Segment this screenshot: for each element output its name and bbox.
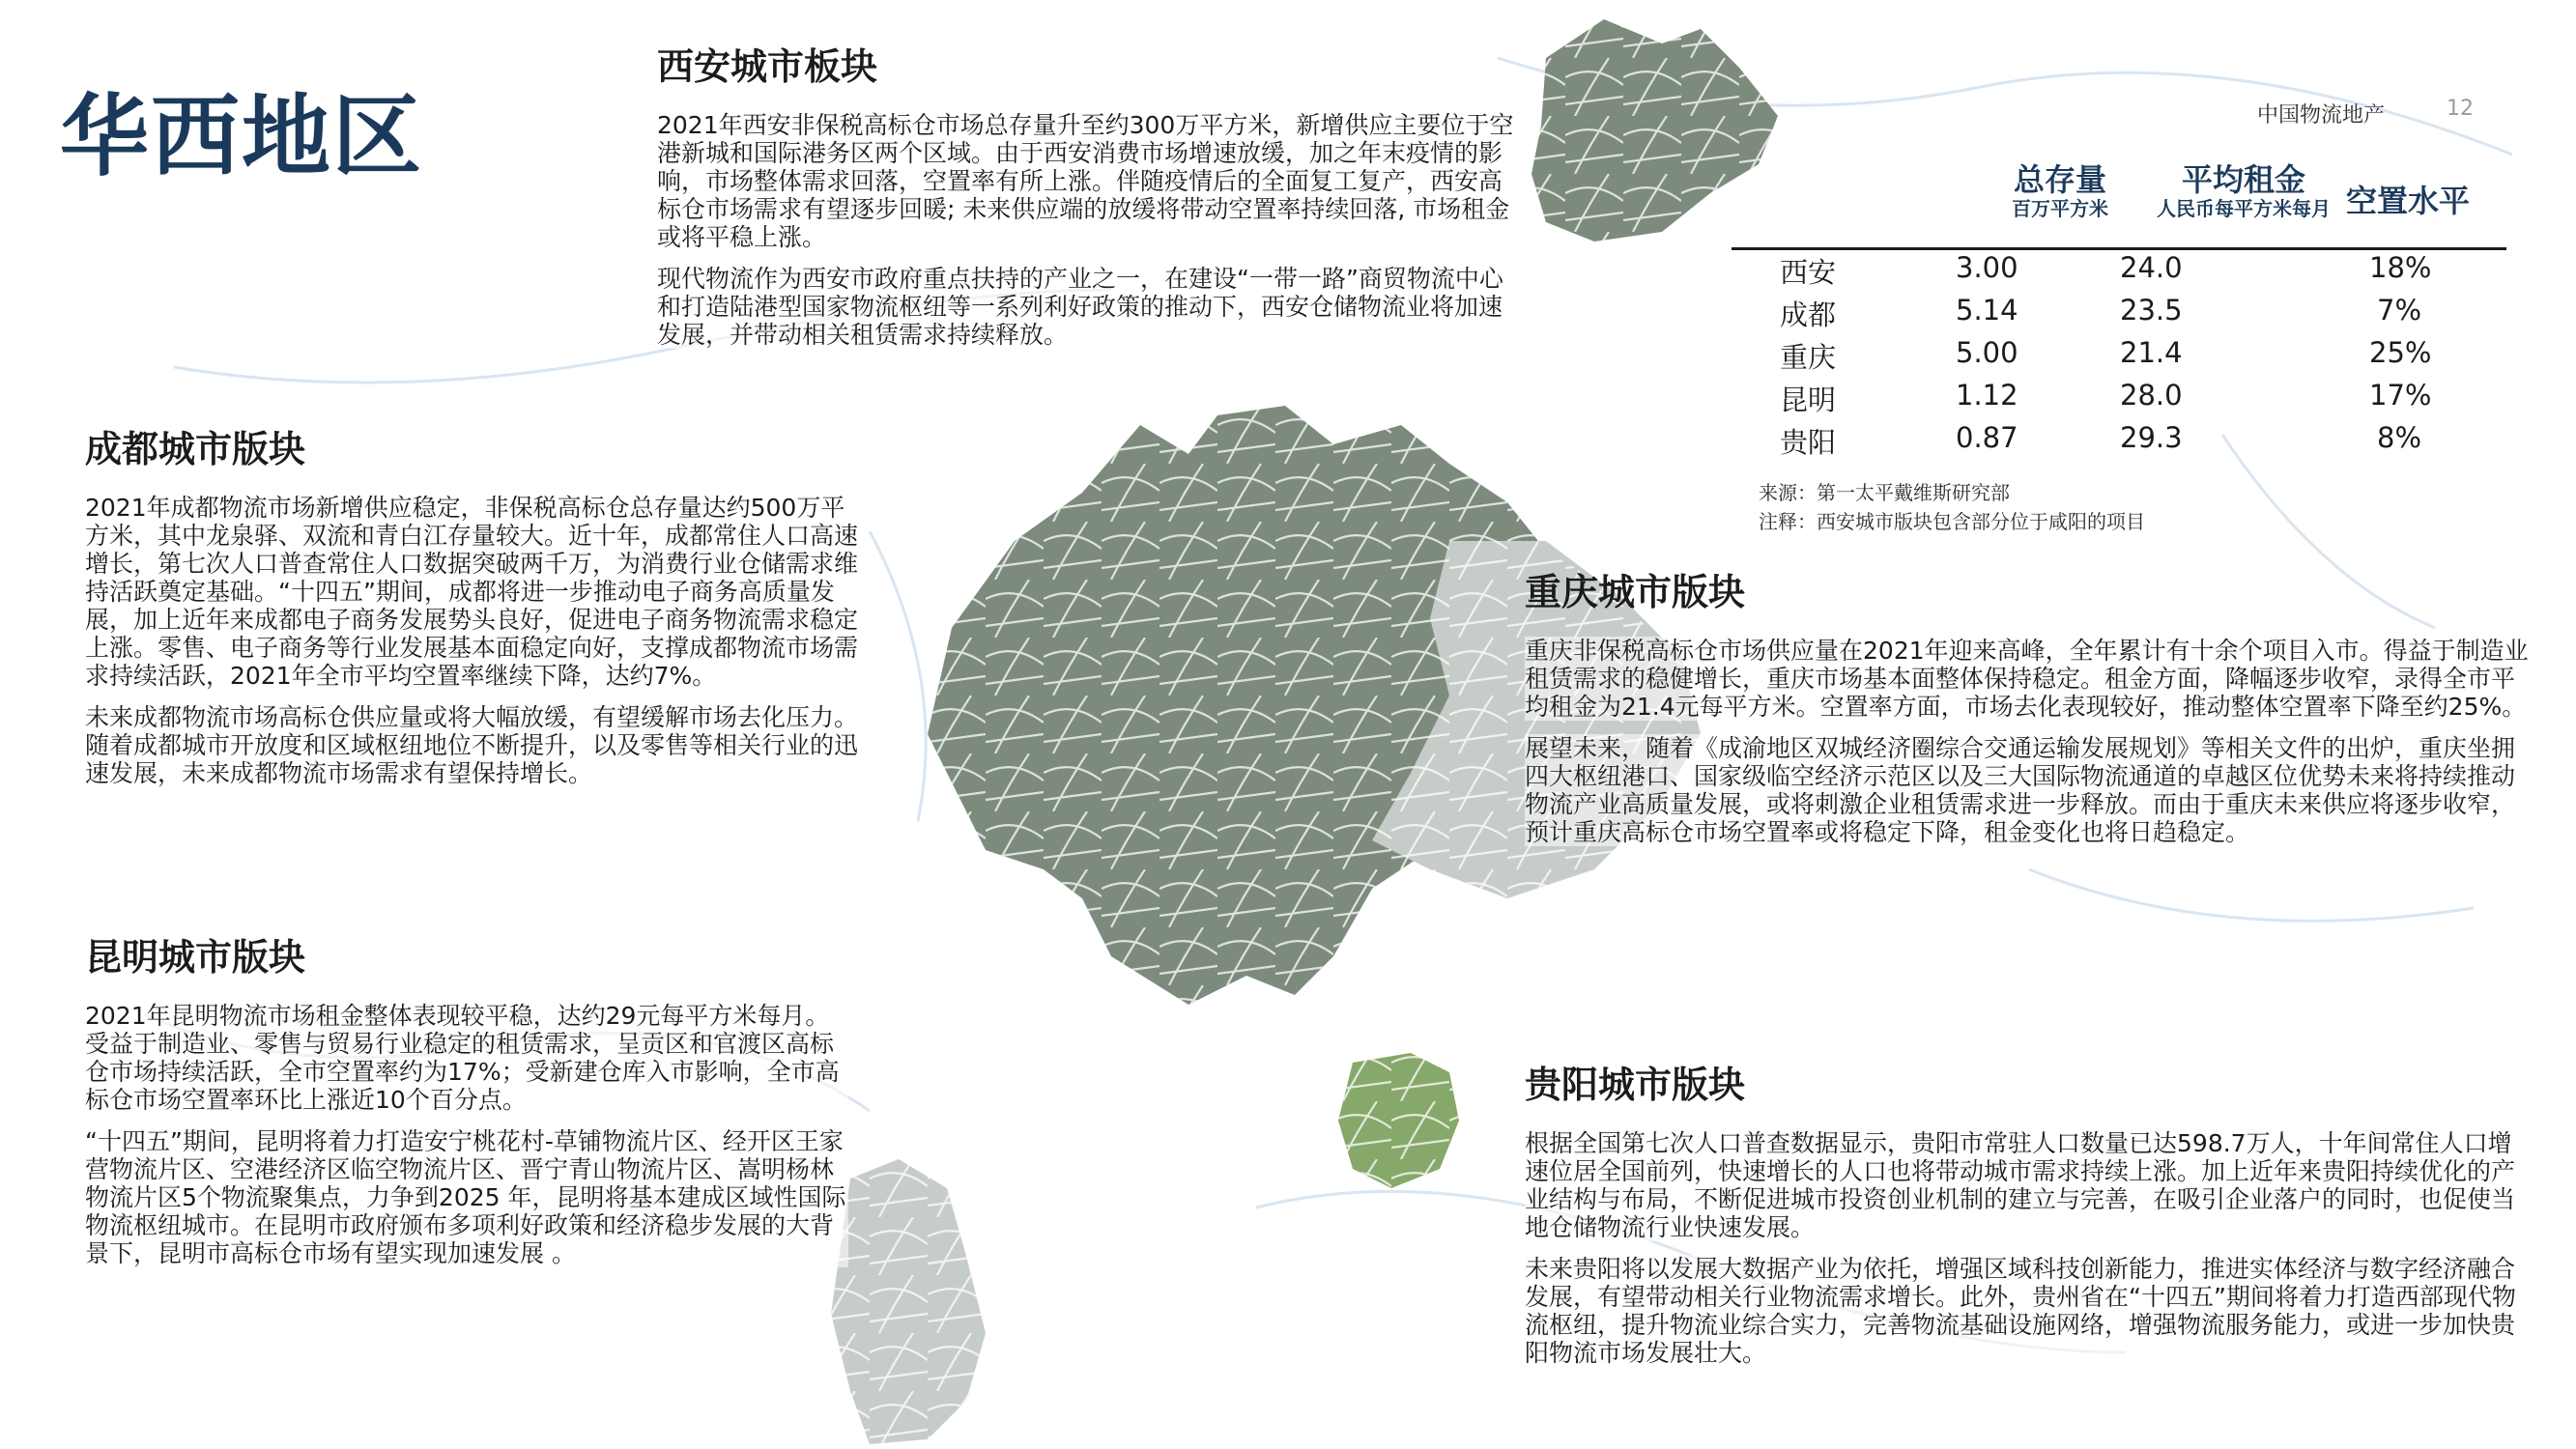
table-note: 注释：西安城市版块包含部分位于咸阳的项目 bbox=[1759, 510, 2145, 533]
chongqing-paragraph-2: 展望未来，随着《成渝地区双城经济圈综合交通运输发展规划》等相关文件的出炉，重庆坐拥四大枢纽港口、国家级临空经济示范区以及三大国际物流通道的卓越区位优势未来将持续推动物流产业高质量发展，或将刺激企业租赁需求进一步释放。而由于重庆未来供应将逐步收窄，预计重庆高标仓市场空置率或将稳定下降，租金变化也将日趋稳定。 bbox=[1525, 734, 2530, 846]
page-title: 华西地区 bbox=[60, 85, 424, 188]
kunming-section bbox=[85, 927, 848, 1281]
table-row: 西安 3.00 24.0 18% bbox=[1780, 251, 2432, 289]
table-row: 昆明 1.12 28.0 17% bbox=[1780, 379, 2432, 416]
guiyang-paragraph-1: 根据全国第七次人口普查数据显示，贵阳市常驻人口数量已达598.7万人，十年间常住人口增速位居全国前列，快速增长的人口也将带动城市需求持续上涨。加上近年来贵阳持续优化的产业结构与布局，不断促进城市投资创业机制的建立与完善，在吸引企业落户的同时，也促使当地仓储物流行业快速发展。 bbox=[1525, 1129, 2530, 1241]
stats-table-header bbox=[1732, 162, 2506, 247]
table-row: 贵阳 0.87 29.3 8% bbox=[1780, 421, 2422, 459]
xian-section bbox=[657, 37, 1517, 362]
chengdu-heading: 成都城市版块 bbox=[85, 428, 306, 470]
kunming-heading: 昆明城市版块 bbox=[85, 936, 306, 979]
chengdu-paragraph-1: 2021年成都物流市场新增供应稳定，非保税高标仓总存量达约500万平方米，其中龙泉驿、双流和青白江存量较大。近十年，成都常住人口高速增长，第七次人口普查常住人口数据突破两千万，为消费行业仓储需求维持活跃奠定基础。“十四五”期间，成都将进一步推动电子商务高质量发展，加上近年来成都电子商务发展势头良好，促进电子商务物流需求稳定上涨。零售、电子商务等行业发展基本面稳定向好，支撑成都物流市场需求持续活跃，2021年全市平均空置率继续下降，达约7%。 bbox=[85, 494, 859, 690]
header-rent: 平均租金 人民币每平方米每月 bbox=[2157, 161, 2331, 220]
table-rule bbox=[1732, 247, 2506, 250]
header-vacancy: 空置水平 bbox=[2345, 183, 2470, 219]
table-source: 来源：第一太平戴维斯研究部 bbox=[1759, 481, 2010, 504]
header-stock: 总存量 百万平方米 bbox=[2012, 161, 2108, 220]
chongqing-section bbox=[1525, 562, 2530, 860]
chengdu-section bbox=[85, 419, 858, 801]
guiyang-heading: 贵阳城市版块 bbox=[1525, 1064, 1746, 1106]
table-row: 成都 5.14 23.5 7% bbox=[1780, 294, 2422, 331]
page-number: 12 bbox=[2447, 97, 2474, 121]
table-row: 重庆 5.00 21.4 25% bbox=[1780, 336, 2432, 374]
xian-heading: 西安城市板块 bbox=[657, 45, 878, 88]
guiyang-paragraph-2: 未来贵阳将以发展大数据产业为依托，增强区域科技创新能力，推进实体经济与数字经济融合发展，有望带动相关行业物流需求增长。此外，贵州省在“十四五”期间将着力打造西部现代物流枢纽，提升物流业综合实力，完善物流基础设施网络，增强物流服务能力，或进一步加快贵阳物流市场发展壮大。 bbox=[1525, 1255, 2530, 1367]
brand-label: 中国物流地产 bbox=[2257, 103, 2386, 128]
chongqing-paragraph-1: 重庆非保税高标仓市场供应量在2021年迎来高峰，全年累计有十余个项目入市。得益于制造业租赁需求的稳健增长，重庆市场基本面整体保持稳定。租金方面，降幅逐步收窄，录得全市平均租金为21.4元每平方米。空置率方面，市场去化表现较好，推动整体空置率下降至约25%。 bbox=[1525, 637, 2529, 721]
chongqing-heading: 重庆城市版块 bbox=[1525, 571, 1746, 613]
xian-paragraph-1: 2021年西安非保税高标仓市场总存量升至约300万平方米，新增供应主要位于空港新城和国际港务区两个区域。由于西安消费市场增速放缓，加之年末疫情的影响，市场整体需求回落，空置率有所上涨。伴随疫情后的全面复工复产，西安高标仓市场需求有望逐步回暖; 未来供应端的放缓将带动空置率持续回落, 市场租金或将平稳上涨。 bbox=[657, 111, 1517, 251]
stats-table bbox=[1732, 161, 2506, 459]
xian-paragraph-2: 现代物流作为西安市政府重点扶持的产业之一，在建设“一带一路”商贸物流中心和打造陆港型国家物流枢纽等一系列利好政策的推动下，西安仓储物流业将加速发展，并带动相关租赁需求持续释放。 bbox=[657, 265, 1517, 349]
kunming-paragraph-2: “十四五”期间，昆明将着力打造安宁桃花村-草铺物流片区、经开区王家营物流片区、空港经济区临空物流片区、晋宁青山物流片区、嵩明杨林物流片区5个物流聚集点，力争到2025 年，昆明将基本建成区域性国际物流枢纽城市。在昆明市政府颁布多项利好政策和经济稳步发展的大背景下，昆明市高标仓市场有望实现加速发展 。 bbox=[85, 1127, 848, 1267]
guiyang-section bbox=[1525, 1055, 2530, 1380]
chengdu-paragraph-2: 未来成都物流市场高标仓供应量或将大幅放缓，有望缓解市场去化压力。随着成都城市开放度和区域枢纽地位不断提升，以及零售等相关行业的迅速发展，未来成都物流市场需求有望保持增长。 bbox=[85, 703, 859, 787]
kunming-paragraph-1: 2021年昆明物流市场租金整体表现较平稳，达约29元每平方米每月。受益于制造业、零售与贸易行业稳定的租赁需求，呈贡区和官渡区高标仓市场持续活跃，全市空置率约为17%；受新建仓库入市影响，全市高标仓市场空置率环比上涨近10个百分点。 bbox=[85, 1002, 848, 1114]
